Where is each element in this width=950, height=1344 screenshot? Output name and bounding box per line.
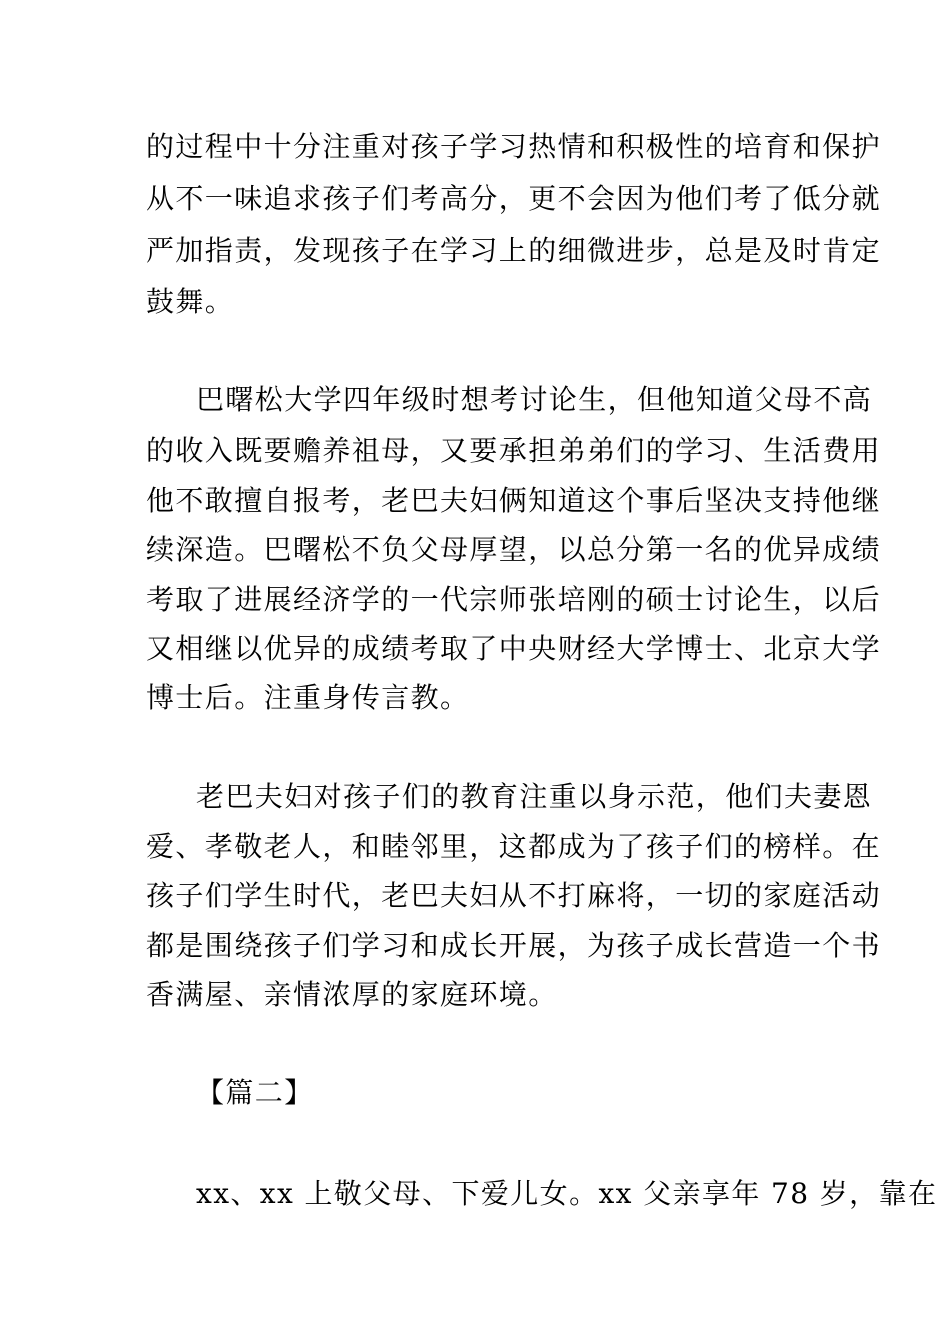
section-heading: 【篇二】 — [196, 1076, 314, 1109]
paragraph-2-line-6: 又相继以优异的成绩考取了中央财经大学博士、北京大学 — [146, 632, 882, 665]
paragraph-3-line-2: 爱、孝敬老人，和睦邻里，这都成为了孩子们的榜样。在 — [146, 830, 882, 863]
paragraph-1-line-1: 的过程中十分注重对孩子学习热情和积极性的培育和保护 — [146, 130, 882, 163]
paragraph-1-line-2: 从不一味追求孩子们考高分，更不会因为他们考了低分就 — [146, 182, 882, 215]
paragraph-1-line-4: 鼓舞。 — [146, 285, 235, 318]
paragraph-4-line-1: xx、xx 上敬父母、下爱儿女。xx 父亲享年 78 岁，靠在 — [196, 1177, 938, 1210]
paragraph-3-line-4: 都是围绕孩子们学习和成长开展，为孩子成长营造一个书 — [146, 929, 882, 962]
paragraph-2-line-4: 续深造。巴曙松不负父母厚望，以总分第一名的优异成绩 — [146, 533, 882, 566]
paragraph-3-line-3: 孩子们学生时代，老巴夫妇从不打麻将，一切的家庭活动 — [146, 879, 882, 912]
paragraph-1-line-3: 严加指责，发现孩子在学习上的细微进步，总是及时肯定 — [146, 234, 882, 267]
paragraph-2-line-3: 他不敢擅自报考，老巴夫妇俩知道这个事后坚决支持他继 — [146, 484, 882, 517]
paragraph-3-line-1: 老巴夫妇对孩子们的教育注重以身示范，他们夫妻恩 — [196, 780, 873, 813]
paragraph-2-line-5: 考取了进展经济学的一代宗师张培刚的硕士讨论生，以后 — [146, 583, 882, 616]
paragraph-3-line-5: 香满屋、亲情浓厚的家庭环境。 — [146, 978, 558, 1011]
paragraph-2-line-2: 的收入既要赡养祖母，又要承担弟弟们的学习、生活费用 — [146, 434, 882, 467]
paragraph-2-line-1: 巴曙松大学四年级时想考讨论生，但他知道父母不高 — [196, 383, 873, 416]
paragraph-2-line-7: 博士后。注重身传言教。 — [146, 681, 470, 714]
